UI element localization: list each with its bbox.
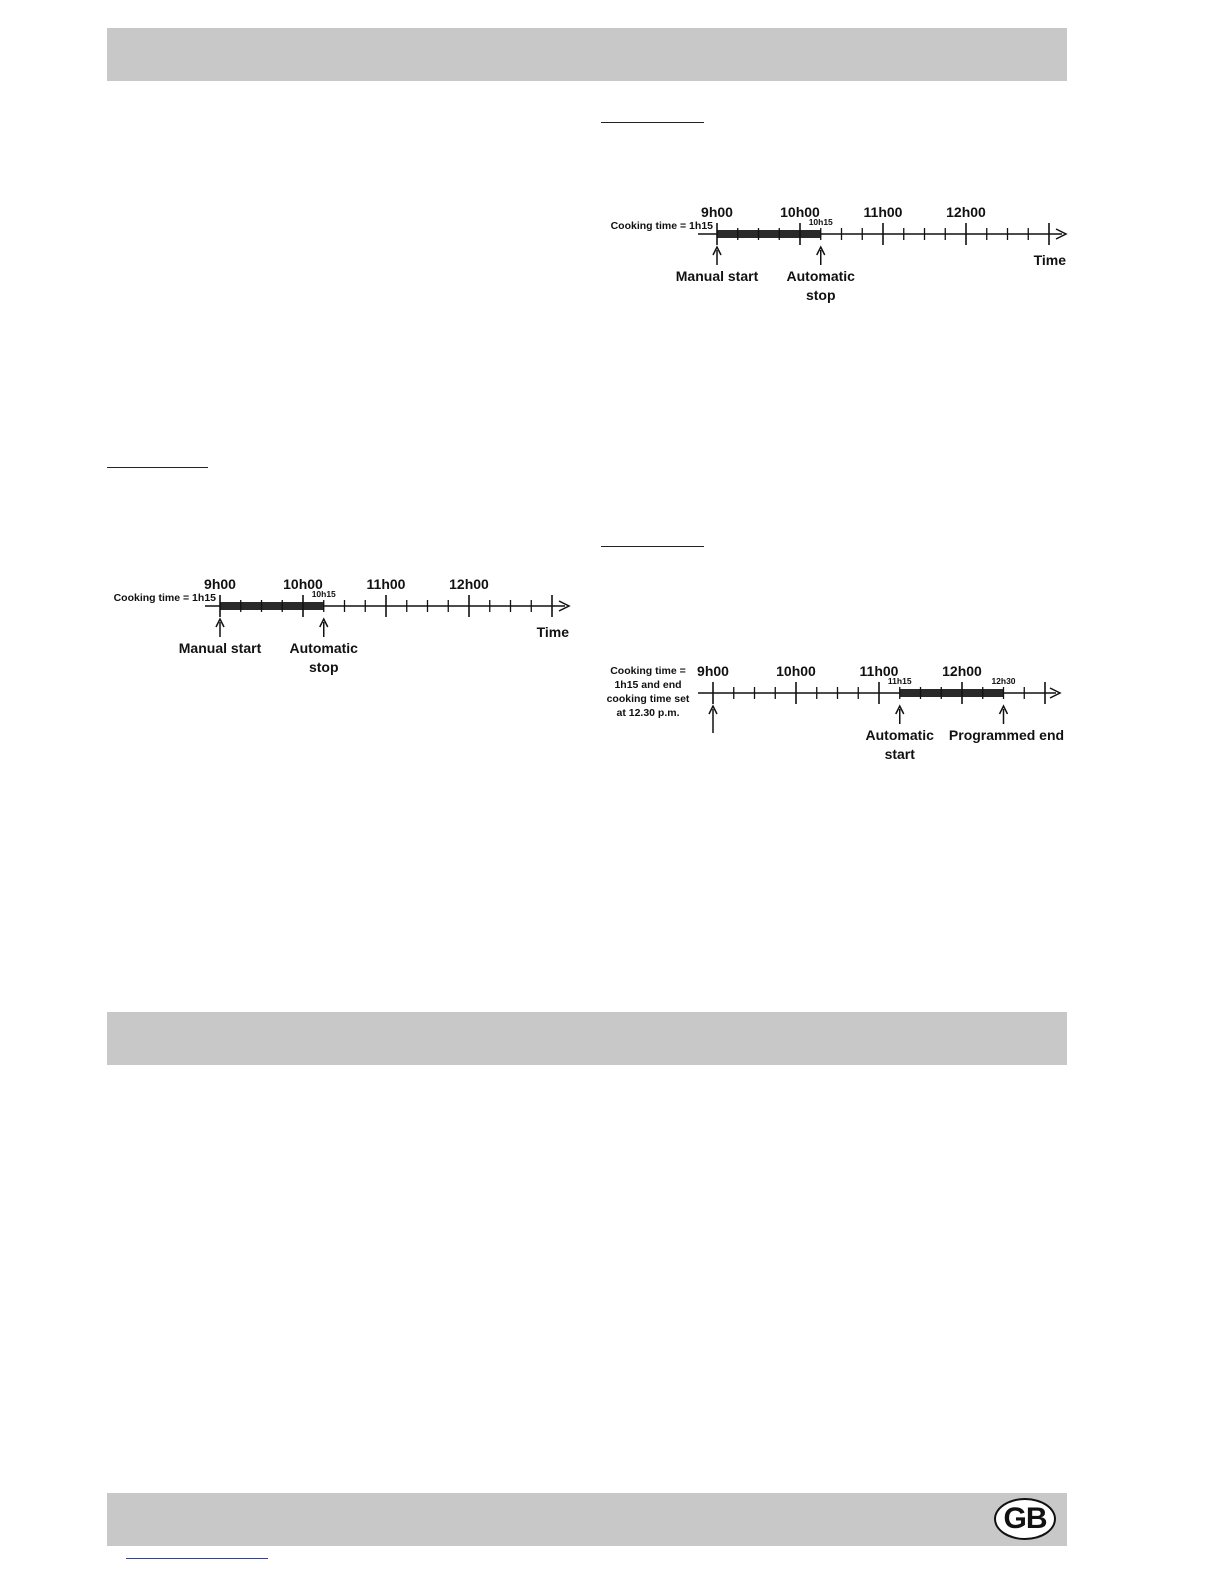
cooking-time-note-line: at 12.30 p.m. [616, 707, 680, 719]
hour-label: 9h00 [697, 663, 729, 679]
hour-label: 12h00 [946, 204, 986, 220]
start-marker-label: start [884, 746, 915, 762]
start-marker-label: Manual start [178, 640, 262, 656]
end-marker-label: Programmed end [948, 727, 1065, 743]
axis-label-time: Time [536, 624, 569, 640]
hour-label: 12h00 [449, 576, 489, 592]
footer-band [107, 1493, 1067, 1546]
end-marker-label: Automatic [786, 268, 855, 284]
hour-label: 10h00 [776, 663, 816, 679]
axis-label-time: Time [1033, 252, 1066, 268]
hour-label: 11h00 [863, 204, 903, 220]
bar-end-time-label: 10h15 [808, 217, 833, 227]
cooking-time-note-line: 1h15 and end [614, 679, 682, 691]
end-marker-label: stop [805, 287, 836, 303]
hour-label: 10h00 [283, 576, 323, 592]
bar-end-time-label: 10h15 [311, 589, 336, 599]
cooking-time-note: Cooking time = 1h15 [113, 592, 216, 604]
hour-label: 12h00 [942, 663, 982, 679]
cooking-time-note-line: cooking time set [606, 693, 690, 705]
hour-label: 11h00 [859, 663, 899, 679]
footer-link-underline[interactable] [126, 1558, 268, 1559]
start-marker-label: Automatic [865, 727, 934, 743]
cooking-duration-bar [900, 689, 1004, 697]
hour-label: 9h00 [701, 204, 733, 220]
section-band [107, 1012, 1067, 1065]
start-marker-label: Manual start [675, 268, 759, 284]
bar-end-time-label: 12h30 [991, 676, 1016, 686]
country-badge [994, 1498, 1056, 1540]
hour-label: 11h00 [366, 576, 406, 592]
hour-label: 10h00 [780, 204, 820, 220]
hour-label: 9h00 [204, 576, 236, 592]
end-marker-label: stop [308, 659, 339, 675]
badge-label: GB [1003, 1502, 1047, 1535]
cooking-time-note: Cooking time = 1h15 [610, 220, 713, 232]
cooking-time-note-line: Cooking time = [610, 665, 686, 677]
bar-start-time-label: 11h15 [887, 676, 912, 686]
end-marker-label: Automatic [289, 640, 358, 656]
